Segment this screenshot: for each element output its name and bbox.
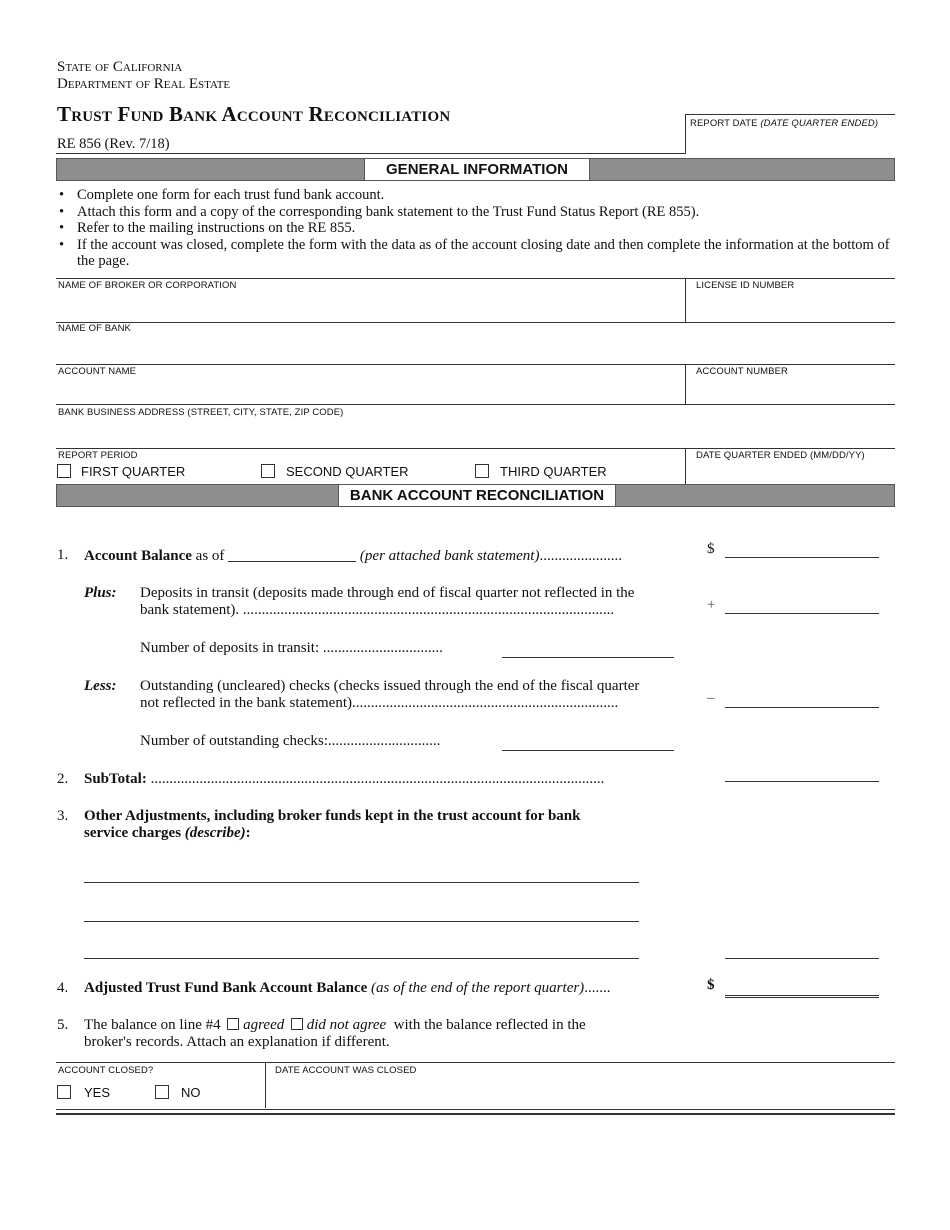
less-text-line-2: not reflected in the bank statement)....................................................................... bbox=[140, 695, 619, 711]
deposits-in-transit-input[interactable] bbox=[725, 613, 879, 614]
line-5-text bbox=[84, 1017, 586, 1051]
account-balance-input[interactable] bbox=[725, 557, 879, 558]
general-information-bar bbox=[56, 158, 895, 181]
report-period-label: REPORT PERIOD bbox=[58, 450, 138, 461]
second-quarter-checkbox[interactable] bbox=[261, 464, 275, 478]
bank-address-label: BANK BUSINESS ADDRESS (STREET, CITY, STATE, ZIP CODE) bbox=[58, 407, 344, 418]
line-1-number: 1. bbox=[57, 547, 69, 563]
line-2-title: SubTotal: bbox=[84, 771, 147, 787]
less-label: Less: bbox=[84, 678, 117, 694]
line-2-leader: ......................................................................................................................... bbox=[146, 771, 605, 787]
closed-no-checkbox[interactable] bbox=[155, 1085, 169, 1099]
line-1-text bbox=[84, 547, 622, 565]
checks-count-label: Number of outstanding checks:.............................. bbox=[140, 733, 441, 749]
date-quarter-ended-label: DATE QUARTER ENDED (MM/DD/YY) bbox=[696, 450, 865, 461]
general-information-bullets bbox=[57, 187, 892, 270]
third-quarter-label: THIRD QUARTER bbox=[500, 464, 607, 479]
bullet-item: • If the account was closed, complete the form with the data as of the account closing date and then complete the information at the bottom of the page. bbox=[57, 237, 892, 270]
report-date-label: REPORT DATE (DATE QUARTER ENDED) bbox=[690, 118, 879, 129]
line-4-dollar-sign: $ bbox=[707, 977, 715, 993]
line-1-title: Account Balance bbox=[84, 548, 192, 564]
bank-name-label: NAME OF BANK bbox=[58, 323, 131, 334]
form-title: Trust Fund Bank Account Reconciliation bbox=[57, 102, 451, 126]
line-3-number: 3. bbox=[57, 808, 69, 824]
line-2-number: 2. bbox=[57, 771, 69, 787]
line-4-title: Adjusted Trust Fund Bank Account Balance bbox=[84, 980, 368, 996]
line-5-number: 5. bbox=[57, 1017, 69, 1033]
date-quarter-ended-input[interactable] bbox=[687, 462, 894, 483]
adjustment-line[interactable] bbox=[84, 958, 639, 959]
broker-name-input[interactable] bbox=[57, 293, 684, 321]
line-1-asof: as of bbox=[195, 548, 225, 564]
line-4-number: 4. bbox=[57, 980, 69, 996]
plus-text-line-1: Deposits in transit (deposits made through end of fiscal quarter not reflected in the bbox=[140, 585, 635, 601]
account-number-input[interactable] bbox=[687, 379, 894, 403]
second-quarter-label: SECOND QUARTER bbox=[286, 464, 409, 479]
line-2-text bbox=[84, 771, 684, 788]
deposits-count-input[interactable] bbox=[502, 657, 674, 658]
plus-text-line-2: bank statement). ................................................................................................... bbox=[140, 602, 615, 618]
general-information-heading: GENERAL INFORMATION bbox=[364, 159, 590, 180]
license-id-input[interactable] bbox=[687, 293, 894, 321]
bank-name-input[interactable] bbox=[57, 336, 893, 363]
line-4-note: (as of the end of the report quarter) bbox=[371, 980, 585, 996]
bullet-item: • Complete one form for each trust fund bank account. bbox=[57, 187, 892, 204]
line-1-leader: ...................... bbox=[539, 548, 622, 564]
agency-line-2: Department of Real Estate bbox=[57, 76, 231, 92]
date-closed-input[interactable] bbox=[267, 1078, 894, 1107]
first-quarter-label: FIRST QUARTER bbox=[81, 464, 186, 479]
line-3-title-2: service charges (describe): bbox=[84, 825, 251, 841]
adjustments-amount-input[interactable] bbox=[725, 958, 879, 959]
line-1-note: (per attached bank statement) bbox=[359, 548, 540, 564]
bank-address-input[interactable] bbox=[57, 420, 893, 447]
report-date-input[interactable] bbox=[686, 132, 894, 154]
agreed-label: agreed bbox=[243, 1017, 285, 1033]
line-4-text bbox=[84, 980, 610, 997]
agreed-checkbox[interactable] bbox=[227, 1018, 239, 1030]
account-name-label: ACCOUNT NAME bbox=[58, 366, 137, 377]
adjustment-line[interactable] bbox=[84, 921, 639, 922]
less-text bbox=[140, 678, 692, 712]
deposits-count-label: Number of deposits in transit: ................................ bbox=[140, 640, 443, 656]
bank-reconciliation-bar bbox=[56, 484, 895, 507]
third-quarter-checkbox[interactable] bbox=[475, 464, 489, 478]
subtotal-input[interactable] bbox=[725, 781, 879, 782]
closed-yes-label: YES bbox=[84, 1085, 111, 1100]
plus-label: Plus: bbox=[84, 585, 117, 601]
bullet-item: • Attach this form and a copy of the corresponding bank statement to the Trust Fund Status Report (RE 855). bbox=[57, 204, 892, 221]
account-name-input[interactable] bbox=[57, 379, 684, 403]
did-not-agree-label: did not agree bbox=[306, 1017, 387, 1033]
line-1-date-blank[interactable] bbox=[228, 547, 356, 562]
dollar-sign: $ bbox=[707, 541, 715, 557]
line-5-line-1: The balance on line #4 agreed did not agree with the balance reflected in the bbox=[84, 1017, 586, 1033]
line-3-text bbox=[84, 808, 580, 842]
account-closed-label: ACCOUNT CLOSED? bbox=[58, 1065, 154, 1076]
closed-no-label: NO bbox=[181, 1085, 201, 1100]
line-5-line-2: broker's records. Attach an explanation if different. bbox=[84, 1034, 390, 1050]
line-4-leader: ....... bbox=[584, 980, 611, 996]
first-quarter-checkbox[interactable] bbox=[57, 464, 71, 478]
plus-sign: + bbox=[707, 597, 716, 613]
less-text-line-1: Outstanding (uncleared) checks (checks issued through the end of the fiscal quarter bbox=[140, 678, 640, 694]
minus-sign: – bbox=[707, 690, 715, 706]
broker-name-label: NAME OF BROKER OR CORPORATION bbox=[58, 280, 237, 291]
date-closed-label: DATE ACCOUNT WAS CLOSED bbox=[275, 1065, 417, 1076]
closed-yes-checkbox[interactable] bbox=[57, 1085, 71, 1099]
bullet-item: • Refer to the mailing instructions on the RE 855. bbox=[57, 220, 892, 237]
license-id-label: LICENSE ID NUMBER bbox=[696, 280, 795, 291]
did-not-agree-checkbox[interactable] bbox=[291, 1018, 303, 1030]
checks-count-input[interactable] bbox=[502, 750, 674, 751]
adjustment-line[interactable] bbox=[84, 882, 639, 883]
line-3-title-1: Other Adjustments, including broker funds kept in the trust account for bank bbox=[84, 808, 581, 824]
agency-line-1: State of California bbox=[57, 59, 183, 75]
adjusted-balance-input[interactable] bbox=[725, 995, 879, 998]
outstanding-checks-input[interactable] bbox=[725, 707, 879, 708]
agency-name bbox=[57, 59, 230, 93]
account-number-label: ACCOUNT NUMBER bbox=[696, 366, 789, 377]
form-id: RE 856 (Rev. 7/18) bbox=[57, 136, 170, 152]
plus-text bbox=[140, 585, 692, 619]
bank-reconciliation-heading: BANK ACCOUNT RECONCILIATION bbox=[338, 485, 616, 506]
